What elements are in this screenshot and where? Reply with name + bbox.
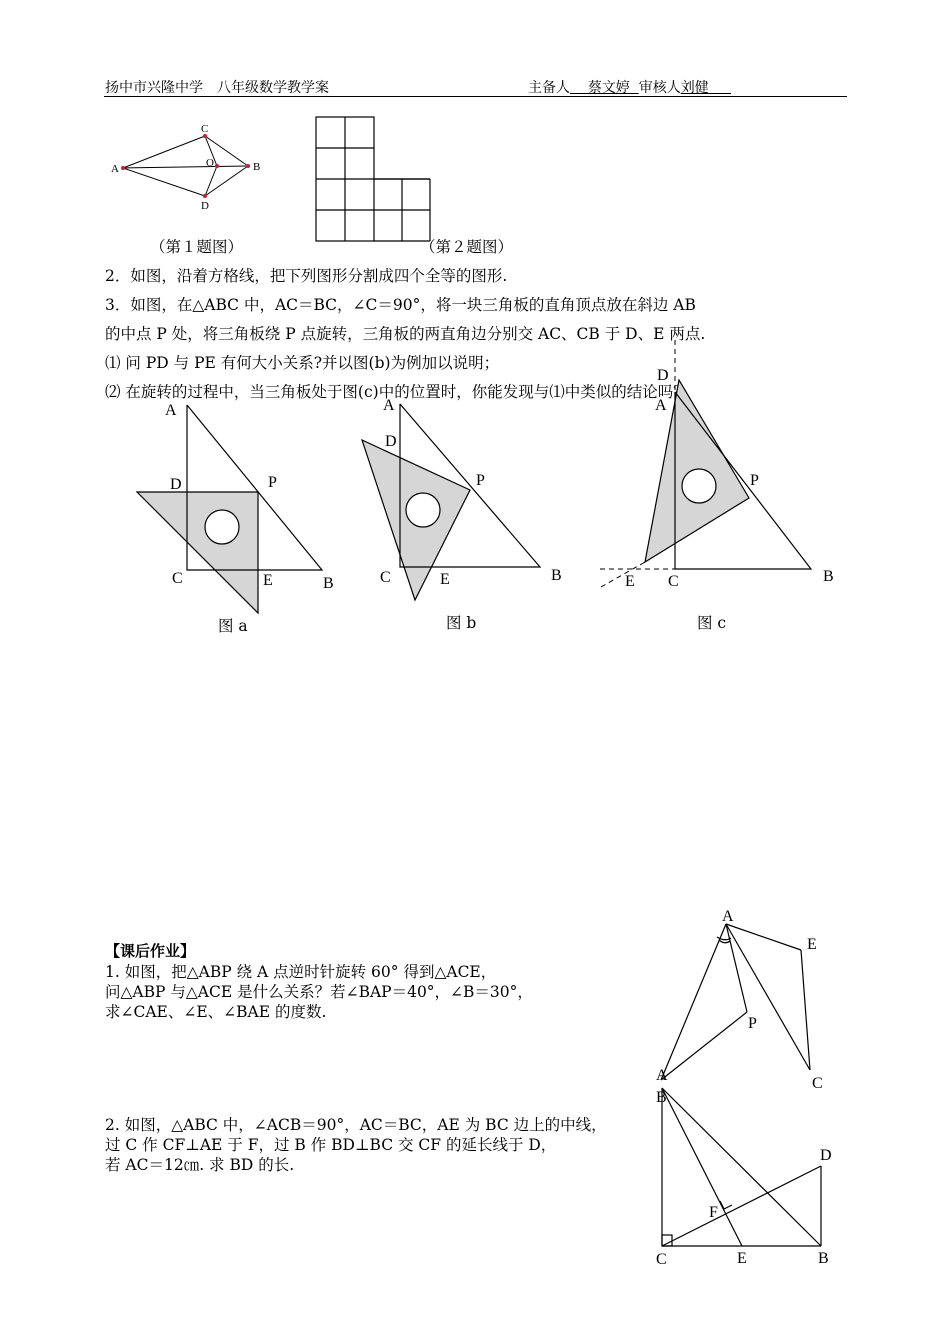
figc-label-P: P <box>750 472 759 489</box>
fig1-label-B: B <box>253 161 261 173</box>
reviewer-name: 刘健 <box>680 80 709 96</box>
figb-label-E: E <box>440 571 450 588</box>
homework-1-line3: 求∠CAE、∠E、∠BAE 的度数. <box>105 1003 327 1021</box>
figc-label-E: E <box>625 573 635 590</box>
reviewer-label: 审核人 <box>638 80 681 96</box>
question-3-part1: ⑴ 问 PD 与 PE 有何大小关系?并以图(b)为例加以说明； <box>105 354 500 372</box>
hw1-label-A: A <box>722 908 734 925</box>
fig1-label-D: D <box>201 200 209 212</box>
fig1-label-A: A <box>111 163 119 175</box>
figb-label-C: C <box>380 569 391 586</box>
figa-label-C: C <box>172 570 183 587</box>
hw2-label-E: E <box>737 1250 747 1267</box>
figa-label-P: P <box>268 474 277 491</box>
hw1-label-E: E <box>807 936 817 953</box>
homework-1-line2: 问△ABP 与△ACE 是什么关系？若∠BAP＝40°，∠B＝30°， <box>105 983 533 1001</box>
homework-2-line2: 过 C 作 CF⊥AE 于 F，过 B 作 BD⊥BC 交 CF 的延长线于 D， <box>105 1136 557 1154</box>
homework-2-line3: 若 AC＝12㎝. 求 BD 的长. <box>105 1156 295 1174</box>
figb-label-B: B <box>551 567 562 584</box>
header-rule <box>104 96 847 97</box>
caption-fig-c: 图 c <box>697 614 727 632</box>
question-2: 2．如图，沿着方格线，把下列图形分割成四个全等的图形. <box>105 267 508 285</box>
figc-label-C: C <box>668 573 679 590</box>
hw1-label-P: P <box>748 1015 757 1032</box>
figc-label-D: D <box>657 367 669 384</box>
figb-label-P: P <box>476 472 485 489</box>
figure-b <box>355 390 585 620</box>
figure-a <box>130 395 350 625</box>
fig1-label-O: O <box>206 157 214 169</box>
question-3-part2: ⑵ 在旋转的过程中，当三角板处于图(c)中的位置时，你能发现与⑴中类似的结论吗？ <box>105 383 689 401</box>
caption-fig2: （第２题图） <box>420 238 514 256</box>
figure-c <box>595 340 855 600</box>
homework-1-line1: 1. 如图，把△ABP 绕 A 点逆时针旋转 60° 得到△ACE， <box>105 963 497 981</box>
hw2-label-F: F <box>709 1204 718 1221</box>
figc-label-A: A <box>655 397 667 414</box>
preparer-name: 蔡文婷 <box>587 80 630 96</box>
figa-label-D: D <box>170 476 182 493</box>
hw2-label-B: B <box>818 1250 829 1267</box>
hw1-label-C: C <box>812 1075 823 1092</box>
caption-fig-b: 图 b <box>446 614 477 632</box>
header-school: 扬中市兴隆中学 八年级数学教学案 <box>105 80 329 96</box>
figb-label-D: D <box>385 433 397 450</box>
homework-title: 【课后作业】 <box>105 942 196 960</box>
hw2-label-D: D <box>820 1147 832 1164</box>
figure-2-grid <box>314 116 434 242</box>
header-staff <box>528 77 731 97</box>
caption-fig1: （第１题图） <box>150 238 244 256</box>
hw2-label-B-top: B <box>656 1089 667 1106</box>
figure-1-kite <box>105 120 275 215</box>
question-3-line2: 的中点 P 处，将三角板绕 P 点旋转，三角板的两直角边分别交 AC、CB 于 D、E 两点. <box>105 325 706 343</box>
figa-label-E: E <box>263 572 273 589</box>
caption-fig-a: 图 a <box>218 617 248 635</box>
preparer-label: 主备人 <box>528 80 570 96</box>
figa-label-A: A <box>165 402 177 419</box>
figb-label-A: A <box>383 397 395 414</box>
homework-2-line1: 2. 如图，△ABC 中，∠ACB＝90°，AC＝BC，AE 为 BC 边上的中线， <box>105 1116 607 1134</box>
figa-label-B: B <box>323 575 334 592</box>
hw2-label-A: A <box>656 1067 668 1084</box>
question-3-line1: 3．如图，在△ABC 中，AC＝BC，∠C＝90°，将一块三角板的直角顶点放在斜边 AB <box>105 296 696 314</box>
homework-2-figure <box>650 1060 840 1270</box>
fig1-label-C: C <box>201 123 209 135</box>
hw2-label-C: C <box>656 1251 667 1268</box>
figc-label-B: B <box>823 568 834 585</box>
